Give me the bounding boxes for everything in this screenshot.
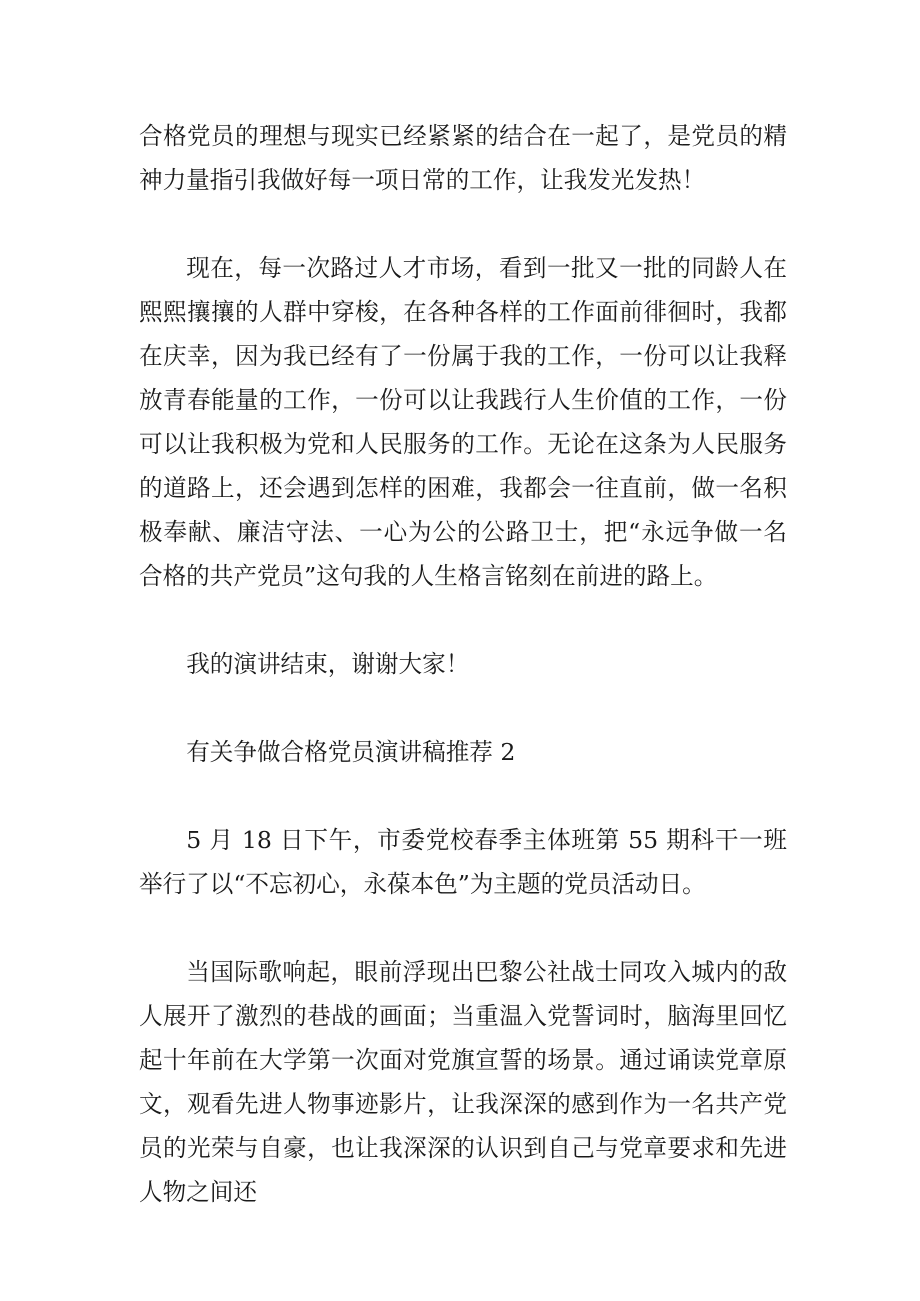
document-body (139, 114, 787, 1214)
section-heading: 有关争做合格党员演讲稿推荐 2 (186, 738, 516, 766)
paragraph-activity-day: 5 月 18 日下午，市委党校春季主体班第 55 期科干一班举行了以“不忘初心，永葆本色”为主题的党员活动日。 (139, 826, 787, 898)
paragraph-reflection: 当国际歌响起，眼前浮现出巴黎公社战士同攻入城内的敌人展开了激烈的巷战的画面；当重温入党誓词时，脑海里回忆起十年前在大学第一次面对党旗宣誓的场景。通过诵读党章原文，观看先进人物事迹影片，让我深深的感到作为一名共产党员的光荣与自豪，也让我深深的认识到自己与党章要求和先进人物之间还 (139, 958, 787, 1206)
paragraph-job-reflection: 现在，每一次路过人才市场，看到一批又一批的同龄人在熙熙攘攘的人群中穿梭，在各种各样的工作面前徘徊时，我都在庆幸，因为我已经有了一份属于我的工作，一份可以让我释放青春能量的工作，一份可以让我践行人生价值的工作，一份可以让我积极为党和人民服务的工作。无论在这条为人民服务的道路上，还会遇到怎样的困难，我都会一往直前，做一名积极奉献、廉洁守法、一心为公的公路卫士，把“永远争做一名合格的共产党员”这句我的人生格言铭刻在前进的路上。 (139, 254, 787, 590)
paragraph-continuation: 合格党员的理想与现实已经紧紧的结合在一起了，是党员的精神力量指引我做好每一项日常的工作，让我发光发热！ (139, 122, 787, 194)
paragraph-closing: 我的演讲结束，谢谢大家！ (186, 650, 470, 678)
